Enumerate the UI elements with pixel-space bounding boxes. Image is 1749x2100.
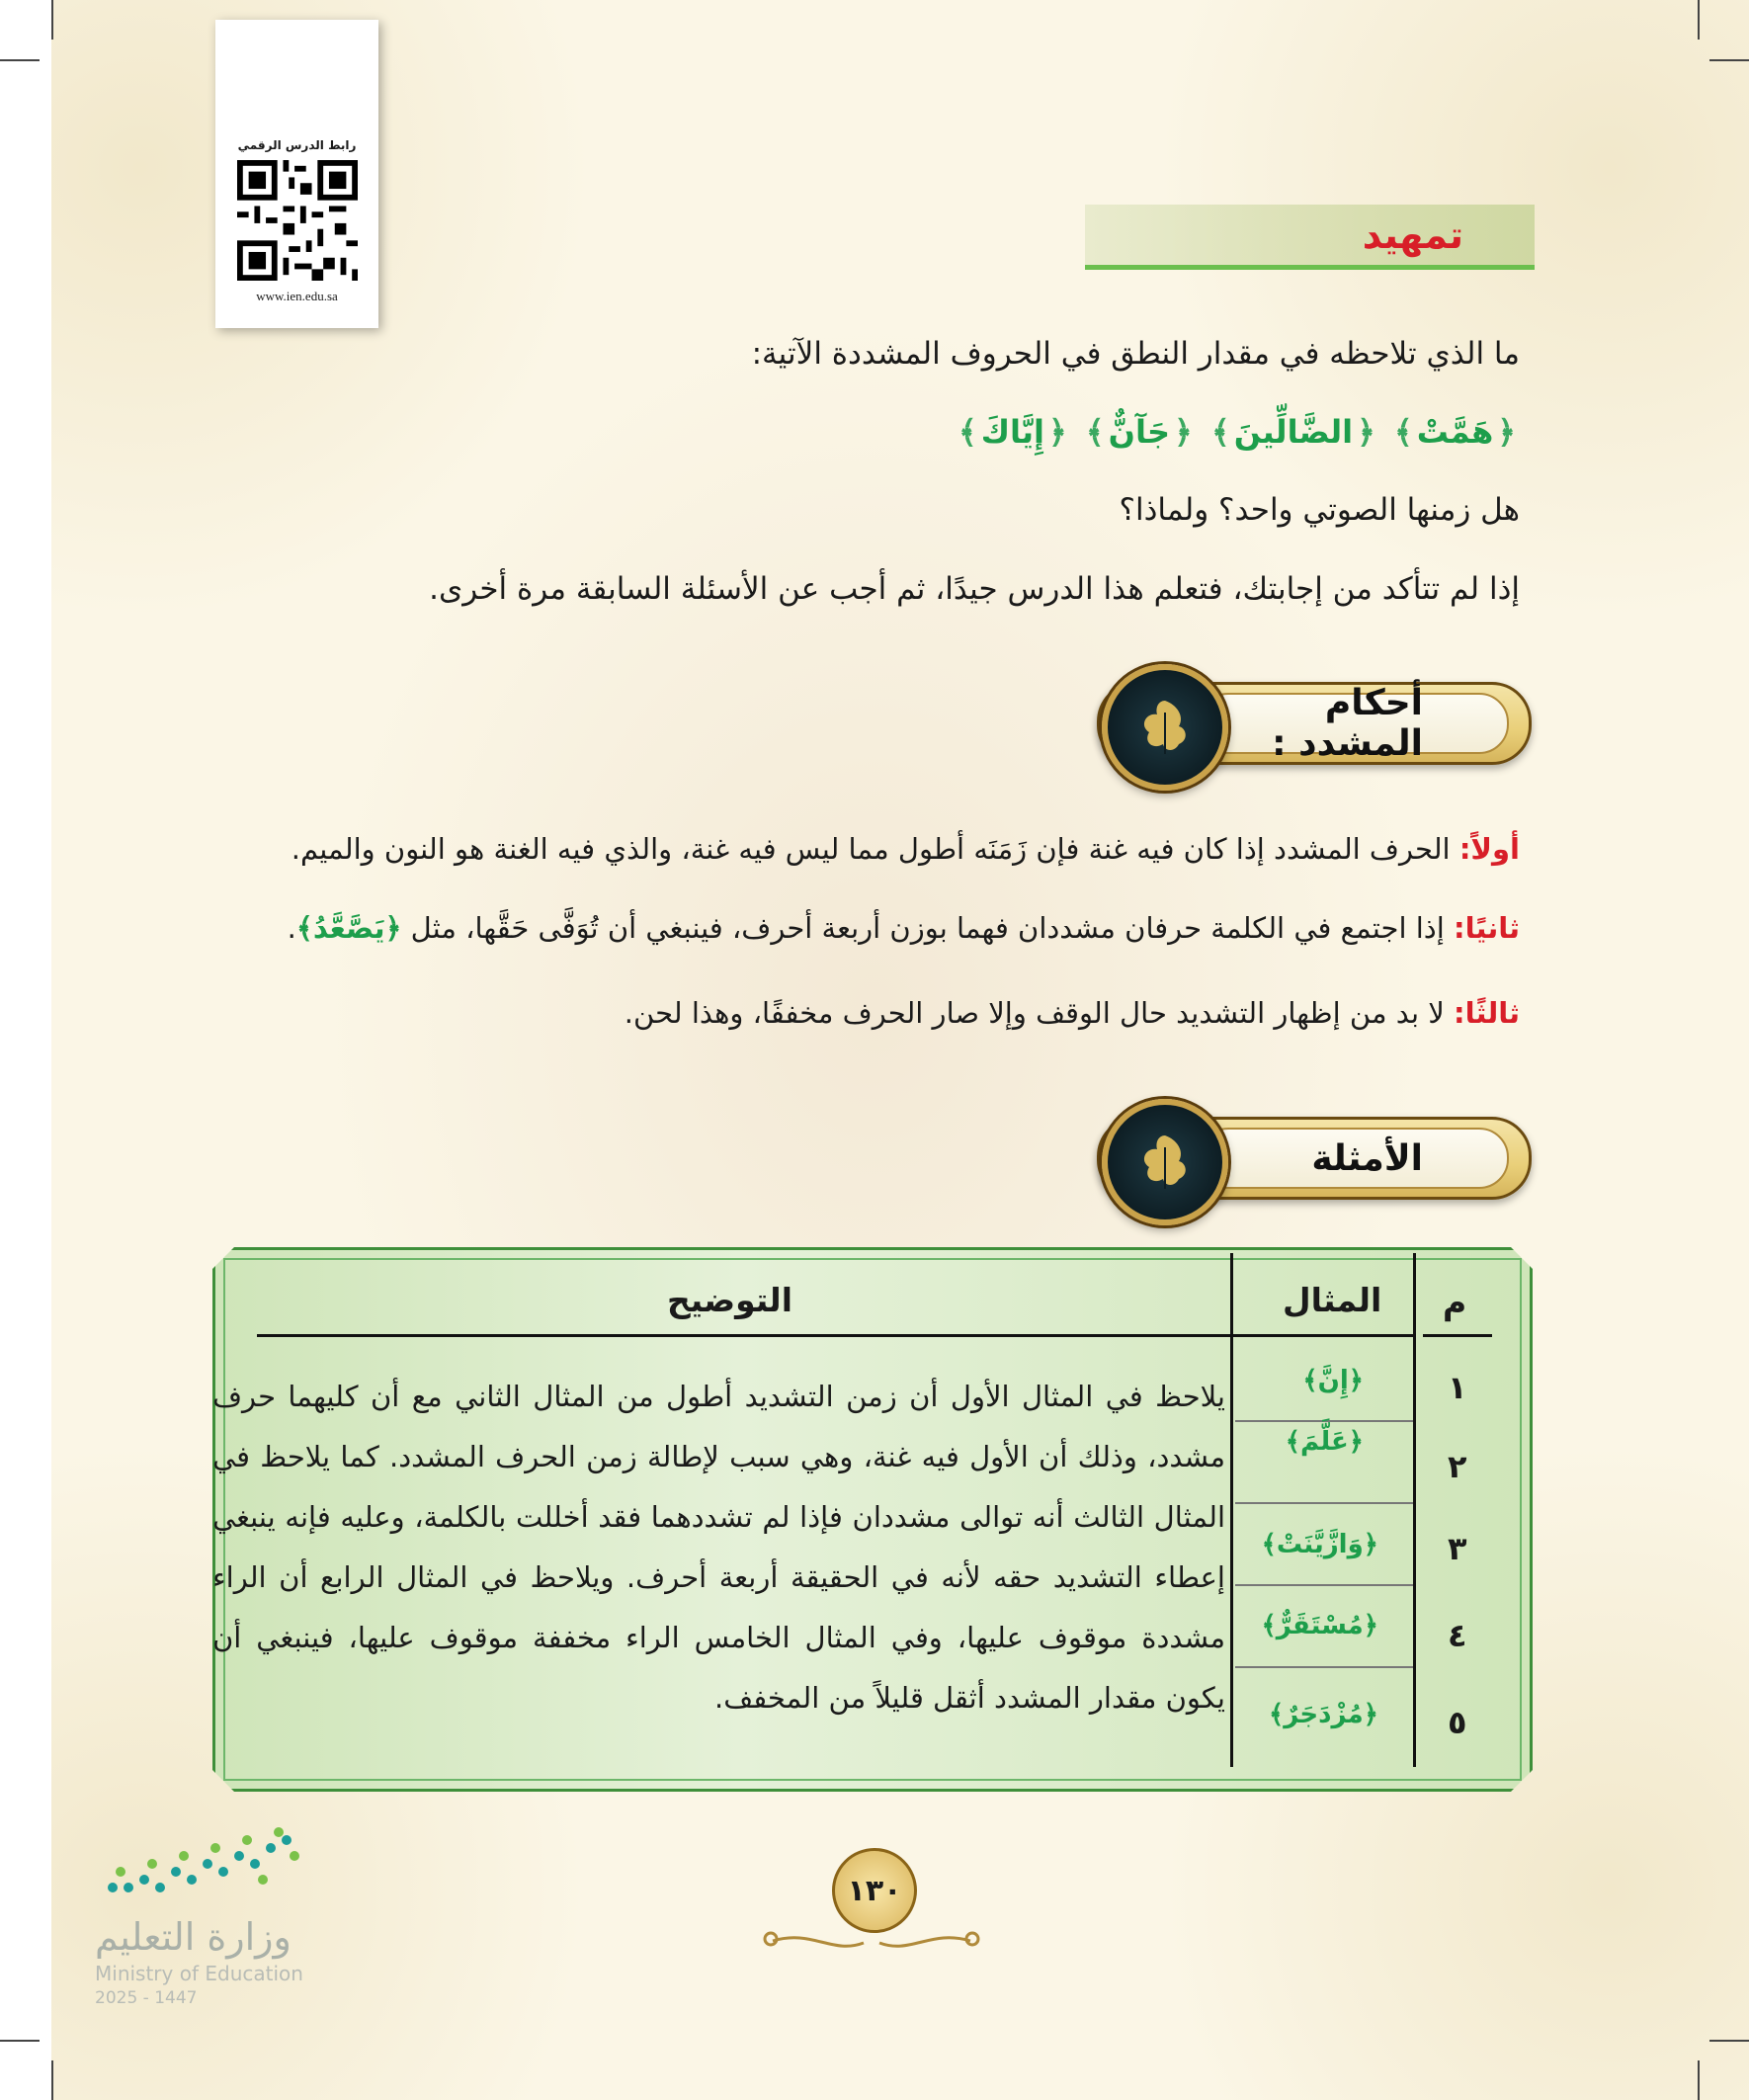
intro-question: ما الذي تلاحظه في مقدار النطق في الحروف المشددة الآتية:: [751, 336, 1520, 372]
ministry-name-ar: وزارة التعليم: [95, 1915, 292, 1959]
crop-mark: [1709, 2040, 1749, 2042]
row-divider: [1235, 1420, 1413, 1422]
example-word: ﴿إِنَّ﴾: [1302, 1366, 1364, 1395]
crop-mark: [0, 59, 40, 61]
explanation-text: يلاحظ في المثال الأول أن زمن التشديد أطول من المثال الثاني مع أن كليهما حرف مشدد، وذلك أن الأول فيه غنة، وهي سبب لإطالة زمن الحرف المشدد. كما يلاحظ في المثال الثالث أنه توالى مشددان فإذا لم تشددهما فقد أخللت بالكلمة، وعليه فإنه ينبغي إعطاء التشديد حقه لأنه في الحقيقة أربعة أحرف. ويلاحظ في المثال الرابع أن الراء مشددة موقوف عليها، وفي المثال الخامس الراء مخففة موقوف عليها، فينبغي أن يكون مقدار المشدد أثقل قليلاً من المخفف.: [212, 1380, 1225, 1715]
row-divider: [1235, 1666, 1413, 1668]
header-num: م: [1443, 1283, 1467, 1321]
rule-3: [625, 996, 1520, 1030]
rule-text: الحرف المشدد إذا كان فيه غنة فإن زَمَنَه أطول مما ليس فيه غنة، والذي فيه الغنة هو النون والميم.: [291, 832, 1459, 866]
examples-banner: [1057, 1097, 1532, 1216]
quran-word: إِيَّاكَ: [980, 413, 1045, 451]
table-divider: [1413, 1253, 1416, 1767]
page-margin: [0, 0, 51, 2100]
rules-title: أحكام المشدد :: [1272, 683, 1423, 764]
quran-word: الضَّالِّينَ: [1233, 413, 1354, 451]
rule-label: ثالثًا:: [1454, 996, 1520, 1030]
crop-mark: [1709, 59, 1749, 61]
rule-label: ثانيًا:: [1454, 911, 1520, 945]
ministry-logo-icon: [93, 1818, 310, 1907]
quran-word: جَآنٌّ: [1108, 413, 1171, 451]
qr-card[interactable]: [215, 20, 378, 328]
row-divider: [1235, 1502, 1413, 1504]
row-number: ٥: [1448, 1704, 1467, 1741]
row-divider: [1235, 1584, 1413, 1586]
rule-2: ثانيًا: إذا اجتمع في الكلمة حرفان مشددان فهما بوزن أربعة أحرف، فينبغي أن تُوَفَّى حَقَّها، مثل ﴿يَصَّعَّدُ﴾.: [287, 911, 1520, 945]
rule-text: لا بد من إظهار التشديد حال الوقف وإلا صار الحرف مخففًا، وهذا لحن.: [624, 996, 1454, 1030]
intro-instruction: إذا لم تتأكد من إجابتك، فتعلم هذا الدرس جيدًا، ثم أجب عن الأسئلة السابقة مرة أخرى.: [429, 571, 1520, 607]
header-explanation: التوضيح: [667, 1281, 793, 1319]
crop-mark: [51, 2060, 53, 2100]
example-word: ﴿مُسْتَقَرٌّ﴾: [1261, 1611, 1378, 1640]
page-number: ١٣٠: [832, 1848, 917, 1933]
rules-banner: [1057, 662, 1532, 781]
table-divider: [1230, 1253, 1233, 1767]
row-number: ٤: [1448, 1617, 1467, 1654]
rule-1: [292, 832, 1520, 866]
quran-words-row: ﴿هَمَّتْ﴾ ﴿الضَّالِّينَ﴾ ﴿جَآنٌّ﴾ ﴿إِيَّاكَ﴾: [958, 413, 1516, 451]
row-number: ٣: [1448, 1530, 1467, 1567]
header-underline: [257, 1334, 1413, 1337]
tamheed-title: تمهيد: [1362, 212, 1463, 257]
example-word: ﴿مُزْدَجَرٌ﴾: [1269, 1700, 1378, 1729]
example-word: ﴿وَازَّيَّنَتْ﴾: [1261, 1530, 1378, 1559]
ministry-name-en: Ministry of Education: [95, 1962, 303, 1985]
qr-url-link[interactable]: www.ien.edu.sa: [256, 289, 338, 303]
crop-mark: [1698, 0, 1700, 40]
header-underline: [1423, 1334, 1492, 1337]
quran-word: يَصَّعَّدُ: [312, 911, 385, 945]
header-example: المثال: [1283, 1281, 1382, 1319]
crop-mark: [0, 2040, 40, 2042]
crop-mark: [51, 0, 53, 40]
qr-label: رابط الدرس الرقمي: [237, 138, 357, 152]
page-number-ornament: [761, 1848, 998, 1957]
crop-mark: [1698, 2060, 1700, 2100]
leaf-ornament-icon: [1102, 664, 1228, 791]
intro-question-2: هل زمنها الصوتي واحد؟ ولماذا؟: [1119, 492, 1520, 528]
qr-code-icon[interactable]: [237, 160, 358, 281]
leaf-ornament-icon: [1102, 1099, 1228, 1225]
section-heading-tamheed: [1085, 205, 1535, 270]
explanation-cell: [212, 1367, 1225, 1742]
ministry-year: 2025 - 1447: [95, 1988, 198, 2008]
example-word: ﴿عَلَّمَ﴾: [1285, 1427, 1364, 1457]
row-number: ١: [1448, 1369, 1467, 1406]
rule-text: إذا اجتمع في الكلمة حرفان مشددان فهما بوزن أربعة أحرف، فينبغي أن تُوَفَّى حَقَّها، مثل: [401, 911, 1454, 945]
quran-word: هَمَّتْ: [1416, 413, 1494, 451]
examples-title: الأمثلة: [1311, 1137, 1423, 1179]
row-number: ٢: [1448, 1448, 1467, 1485]
rule-label: أولاً:: [1458, 832, 1520, 866]
